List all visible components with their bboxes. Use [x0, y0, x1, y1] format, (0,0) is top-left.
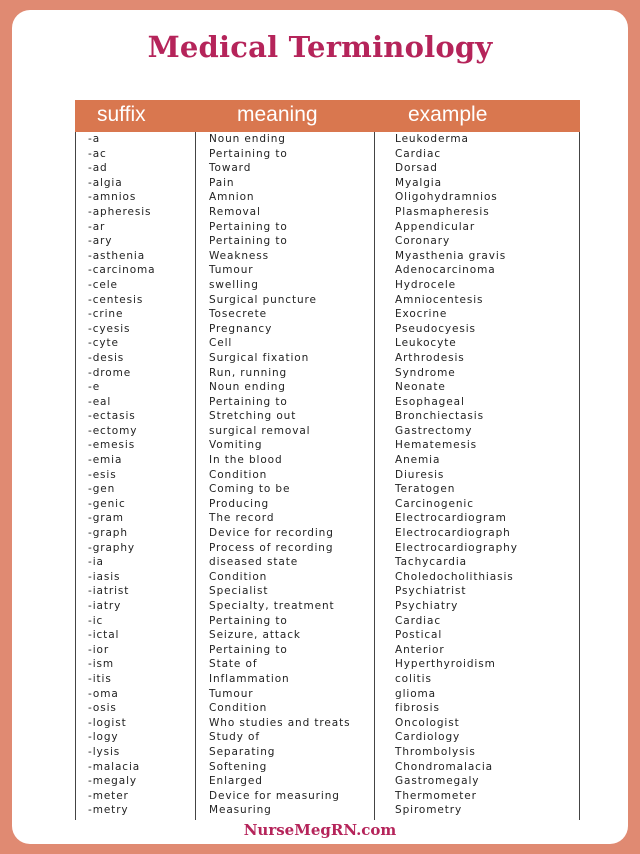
example-cell: Electrocardiography	[395, 541, 518, 554]
meaning-cell: In the blood	[209, 454, 283, 467]
meaning-cell: Toward	[209, 162, 252, 175]
example-cell: Electrocardiogram	[395, 512, 507, 525]
meaning-cell: Coming to be	[209, 483, 291, 496]
suffix-cell: -asthenia	[88, 249, 146, 262]
example-cell: Pseudocyesis	[395, 322, 476, 335]
example-cell: Esophageal	[395, 395, 465, 408]
meaning-cell: Enlarged	[209, 775, 263, 788]
table-row	[75, 482, 580, 497]
example-cell: Coronary	[395, 235, 451, 248]
example-cell: Teratogen	[395, 483, 456, 496]
table-row	[75, 132, 580, 147]
example-cell: Gastrectomy	[395, 424, 473, 437]
meaning-cell: Specialty, treatment	[209, 600, 335, 612]
suffix-cell: -ary	[88, 235, 113, 248]
meaning-cell: Pertaining to	[209, 643, 288, 656]
table-row	[75, 234, 580, 249]
suffix-cell: -eal	[88, 395, 112, 408]
meaning-cell: Inflammation	[209, 672, 290, 685]
suffix-cell: -osis	[88, 702, 117, 715]
suffix-cell: -gram	[88, 512, 124, 525]
table-row	[75, 453, 580, 468]
table-row	[75, 424, 580, 439]
table-row	[75, 395, 580, 410]
suffix-cell: -crine	[88, 308, 124, 321]
table-row	[75, 336, 580, 351]
example-cell: Neonate	[395, 381, 446, 394]
suffix-cell: -esis	[88, 468, 117, 481]
table-row	[75, 176, 580, 191]
suffix-cell: -emia	[88, 454, 123, 467]
suffix-cell: -iatrist	[88, 585, 130, 598]
meaning-cell: Measuring	[209, 804, 272, 817]
example-cell: Syndrome	[395, 366, 456, 379]
terminology-table	[75, 132, 580, 818]
meaning-cell: Weakness	[209, 249, 269, 262]
example-cell: Hyperthyroidism	[395, 658, 496, 671]
suffix-cell: -gen	[88, 483, 116, 496]
meaning-cell: Noun ending	[209, 381, 286, 394]
example-cell: Cardiology	[395, 731, 461, 744]
meaning-cell: Pertaining to	[209, 614, 288, 627]
table-row	[75, 249, 580, 264]
suffix-cell: -graphy	[88, 541, 136, 554]
suffix-cell: -ic	[88, 614, 104, 627]
table-row	[75, 803, 580, 818]
meaning-cell: Pain	[209, 176, 235, 189]
meaning-cell: diseased state	[209, 556, 299, 569]
table-row	[75, 497, 580, 512]
example-cell: Postical	[395, 629, 443, 642]
table-row	[75, 366, 580, 381]
example-cell: Spirometry	[395, 804, 463, 817]
suffix-cell: -ectomy	[88, 424, 138, 437]
table-row	[75, 745, 580, 760]
example-cell: Myasthenia gravis	[395, 249, 507, 262]
table-row	[75, 307, 580, 322]
example-cell: Anterior	[395, 643, 445, 656]
example-cell: Plasmapheresis	[395, 205, 490, 218]
example-cell: Hematemesis	[395, 439, 478, 452]
example-cell: Electrocardiograph	[395, 527, 511, 540]
suffix-cell: -cele	[88, 278, 118, 291]
meaning-cell: State of	[209, 658, 258, 671]
suffix-cell: -ia	[88, 556, 104, 569]
suffix-cell: -apheresis	[88, 205, 152, 218]
table-row	[75, 190, 580, 205]
table-row	[75, 511, 580, 526]
example-cell: Diuresis	[395, 468, 445, 481]
suffix-cell: -genic	[88, 497, 126, 510]
table-row	[75, 322, 580, 337]
example-cell: Psychiatry	[395, 600, 459, 612]
meaning-cell: Pertaining to	[209, 235, 288, 248]
table-row	[75, 468, 580, 483]
example-cell: Bronchiectasis	[395, 410, 484, 423]
suffix-cell: -malacia	[88, 760, 141, 773]
header-meaning: meaning	[237, 103, 318, 126]
suffix-cell: -emesis	[88, 439, 136, 452]
example-cell: Psychiatrist	[395, 585, 467, 598]
meaning-cell: Softening	[209, 760, 268, 773]
suffix-cell: -carcinoma	[88, 264, 156, 277]
suffix-cell: -amnios	[88, 191, 137, 204]
table-row	[75, 147, 580, 162]
meaning-cell: Tumour	[209, 264, 254, 277]
table-row	[75, 278, 580, 293]
suffix-cell: -ism	[88, 658, 115, 671]
suffix-cell: -oma	[88, 687, 119, 700]
example-cell: Carcinogenic	[395, 497, 474, 510]
table-row	[75, 541, 580, 556]
meaning-cell: Device for recording	[209, 527, 334, 540]
table-row	[75, 263, 580, 278]
header-example: example	[408, 103, 488, 126]
meaning-cell: swelling	[209, 278, 259, 291]
meaning-cell: Tumour	[209, 687, 254, 700]
suffix-cell: -metry	[88, 804, 129, 817]
example-cell: Arthrodesis	[395, 351, 465, 364]
meaning-cell: Seizure, attack	[209, 629, 301, 642]
meaning-cell: Condition	[209, 570, 268, 583]
table-row	[75, 380, 580, 395]
meaning-cell: Device for measuring	[209, 789, 340, 802]
meaning-cell: Study of	[209, 731, 260, 744]
meaning-cell: Noun ending	[209, 133, 286, 145]
table-row	[75, 716, 580, 731]
footer-website: NurseMegRN.com	[243, 821, 397, 839]
suffix-cell: -algia	[88, 176, 123, 189]
table-row	[75, 687, 580, 702]
meaning-cell: Who studies and treats	[209, 716, 351, 729]
suffix-cell: -graph	[88, 527, 128, 540]
table-row	[75, 701, 580, 716]
example-cell: Gastromegaly	[395, 775, 480, 788]
table-row	[75, 614, 580, 629]
suffix-cell: -ior	[88, 643, 110, 656]
table-row	[75, 409, 580, 424]
meaning-cell: Removal	[209, 205, 261, 218]
suffix-cell: -ar	[88, 220, 106, 233]
suffix-cell: -ad	[88, 162, 108, 175]
table-row	[75, 570, 580, 585]
example-cell: Oligohydramnios	[395, 191, 498, 204]
suffix-cell: -e	[88, 381, 101, 394]
suffix-cell: -lysis	[88, 745, 121, 758]
example-cell: Oncologist	[395, 716, 460, 729]
example-cell: Appendicular	[395, 220, 476, 233]
meaning-cell: Surgical fixation	[209, 351, 310, 364]
table-row	[75, 628, 580, 643]
table-row	[75, 672, 580, 687]
suffix-cell: -meter	[88, 789, 129, 802]
suffix-cell: -logist	[88, 716, 127, 729]
example-cell: glioma	[395, 687, 436, 700]
meaning-cell: Stretching out	[209, 410, 297, 423]
suffix-cell: -iatry	[88, 600, 122, 612]
meaning-cell: Surgical puncture	[209, 293, 317, 306]
meaning-cell: Pertaining to	[209, 147, 288, 160]
suffix-cell: -ac	[88, 147, 107, 160]
table-row	[75, 774, 580, 789]
table-row	[75, 526, 580, 541]
meaning-cell: Condition	[209, 468, 268, 481]
table-row	[75, 657, 580, 672]
meaning-cell: Specialist	[209, 585, 269, 598]
table-row	[75, 293, 580, 308]
example-cell: Leukocyte	[395, 337, 457, 350]
suffix-cell: -logy	[88, 731, 119, 744]
example-cell: Chondromalacia	[395, 760, 493, 773]
suffix-cell: -a	[88, 133, 101, 145]
example-cell: Myalgia	[395, 176, 442, 189]
example-cell: Dorsad	[395, 162, 438, 175]
meaning-cell: Pregnancy	[209, 322, 273, 335]
example-cell: Hydrocele	[395, 278, 456, 291]
suffix-cell: -ectasis	[88, 410, 136, 423]
meaning-cell: surgical removal	[209, 424, 311, 437]
table-row	[75, 220, 580, 235]
example-cell: Leukoderma	[395, 133, 469, 145]
suffix-cell: -itis	[88, 672, 112, 685]
suffix-cell: -cyesis	[88, 322, 131, 335]
suffix-cell: -ictal	[88, 629, 120, 642]
suffix-cell: -desis	[88, 351, 125, 364]
example-cell: Cardiac	[395, 614, 441, 627]
table-row	[75, 789, 580, 804]
suffix-cell: -iasis	[88, 570, 121, 583]
example-cell: Cardiac	[395, 147, 441, 160]
meaning-cell: Tosecrete	[209, 308, 267, 321]
example-cell: Anemia	[395, 454, 441, 467]
meaning-cell: Pertaining to	[209, 395, 288, 408]
table-row	[75, 643, 580, 658]
page-title: Medical Terminology	[147, 30, 493, 64]
suffix-cell: -cyte	[88, 337, 119, 350]
example-cell: Adenocarcinoma	[395, 264, 496, 277]
table-row	[75, 351, 580, 366]
table-row	[75, 205, 580, 220]
example-cell: Amniocentesis	[395, 293, 484, 306]
table-row	[75, 161, 580, 176]
suffix-cell: -centesis	[88, 293, 144, 306]
example-cell: Tachycardia	[395, 556, 468, 569]
table-row	[75, 760, 580, 775]
table-row	[75, 599, 580, 614]
meaning-cell: The record	[209, 512, 275, 525]
table-row	[75, 730, 580, 745]
meaning-cell: Producing	[209, 497, 270, 510]
table-row	[75, 584, 580, 599]
suffix-cell: -drome	[88, 366, 132, 379]
meaning-cell: Vomiting	[209, 439, 263, 452]
meaning-cell: Run, running	[209, 366, 288, 379]
suffix-cell: -megaly	[88, 775, 138, 788]
meaning-cell: Pertaining to	[209, 220, 288, 233]
meaning-cell: Condition	[209, 702, 268, 715]
meaning-cell: Cell	[209, 337, 233, 350]
table-row	[75, 438, 580, 453]
header-suffix: suffix	[97, 103, 146, 126]
example-cell: Thermometer	[395, 789, 477, 802]
example-cell: Thrombolysis	[395, 745, 476, 758]
example-cell: Choledocholithiasis	[395, 570, 514, 583]
example-cell: colitis	[395, 672, 432, 685]
meaning-cell: Amnion	[209, 191, 255, 204]
example-cell: fibrosis	[395, 702, 440, 715]
meaning-cell: Process of recording	[209, 541, 334, 554]
table-header	[75, 100, 580, 132]
table-row	[75, 555, 580, 570]
example-cell: Exocrine	[395, 308, 448, 321]
meaning-cell: Separating	[209, 745, 276, 758]
